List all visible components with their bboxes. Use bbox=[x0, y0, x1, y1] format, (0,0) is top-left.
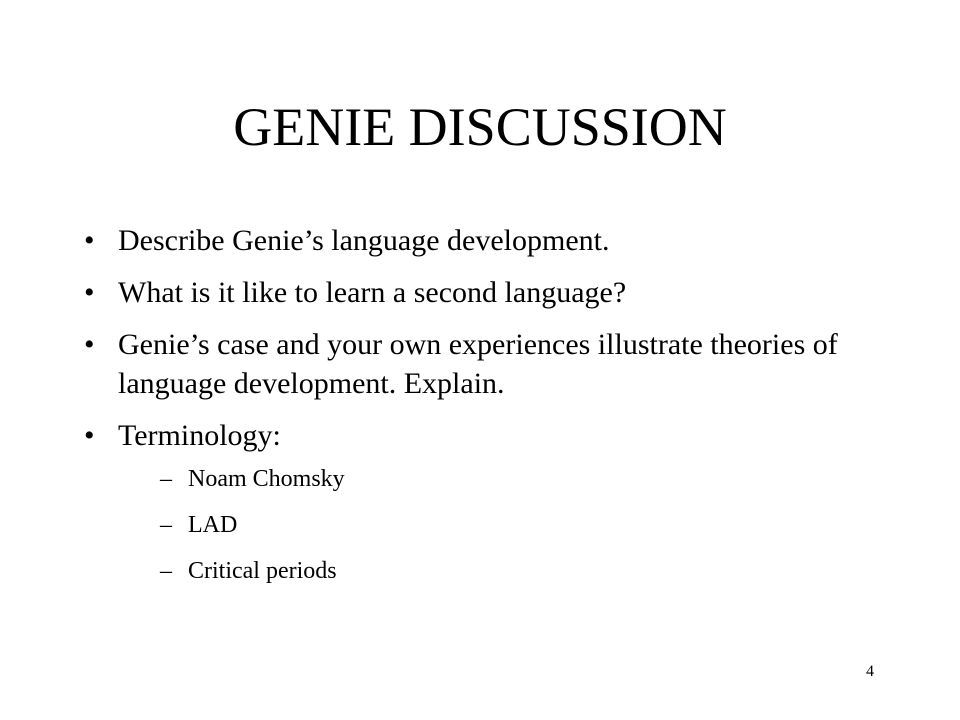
bullet-icon: • bbox=[84, 419, 95, 452]
bullet-text: Terminology: bbox=[118, 419, 281, 452]
sub-bullet-item bbox=[118, 464, 884, 494]
sub-bullet-text: Noam Chomsky bbox=[188, 466, 345, 492]
sub-bullet-item bbox=[118, 556, 884, 586]
bullet-item bbox=[84, 416, 884, 586]
bullet-item bbox=[84, 273, 884, 312]
bullet-text: What is it like to learn a second language? bbox=[118, 276, 627, 309]
sub-bullet-list bbox=[118, 464, 884, 586]
dash-icon: – bbox=[160, 466, 172, 492]
bullet-text: Describe Genie’s language development. bbox=[118, 224, 610, 257]
slide-title: GENIE DISCUSSION bbox=[233, 97, 727, 157]
bullet-item bbox=[84, 325, 884, 403]
bullet-item bbox=[84, 221, 884, 260]
bullet-list bbox=[84, 221, 884, 602]
bullet-icon: • bbox=[84, 276, 95, 309]
bullet-icon: • bbox=[84, 328, 95, 361]
bullet-icon: • bbox=[84, 224, 95, 257]
sub-bullet-text: LAD bbox=[188, 512, 238, 538]
sub-bullet-text: Critical periods bbox=[188, 558, 337, 584]
sub-bullet-item bbox=[118, 510, 884, 540]
dash-icon: – bbox=[160, 512, 172, 538]
page-number: 4 bbox=[866, 663, 874, 680]
dash-icon: – bbox=[160, 558, 172, 584]
bullet-text: Genie’s case and your own experiences illustrate theories of language development. Explain. bbox=[118, 328, 838, 400]
